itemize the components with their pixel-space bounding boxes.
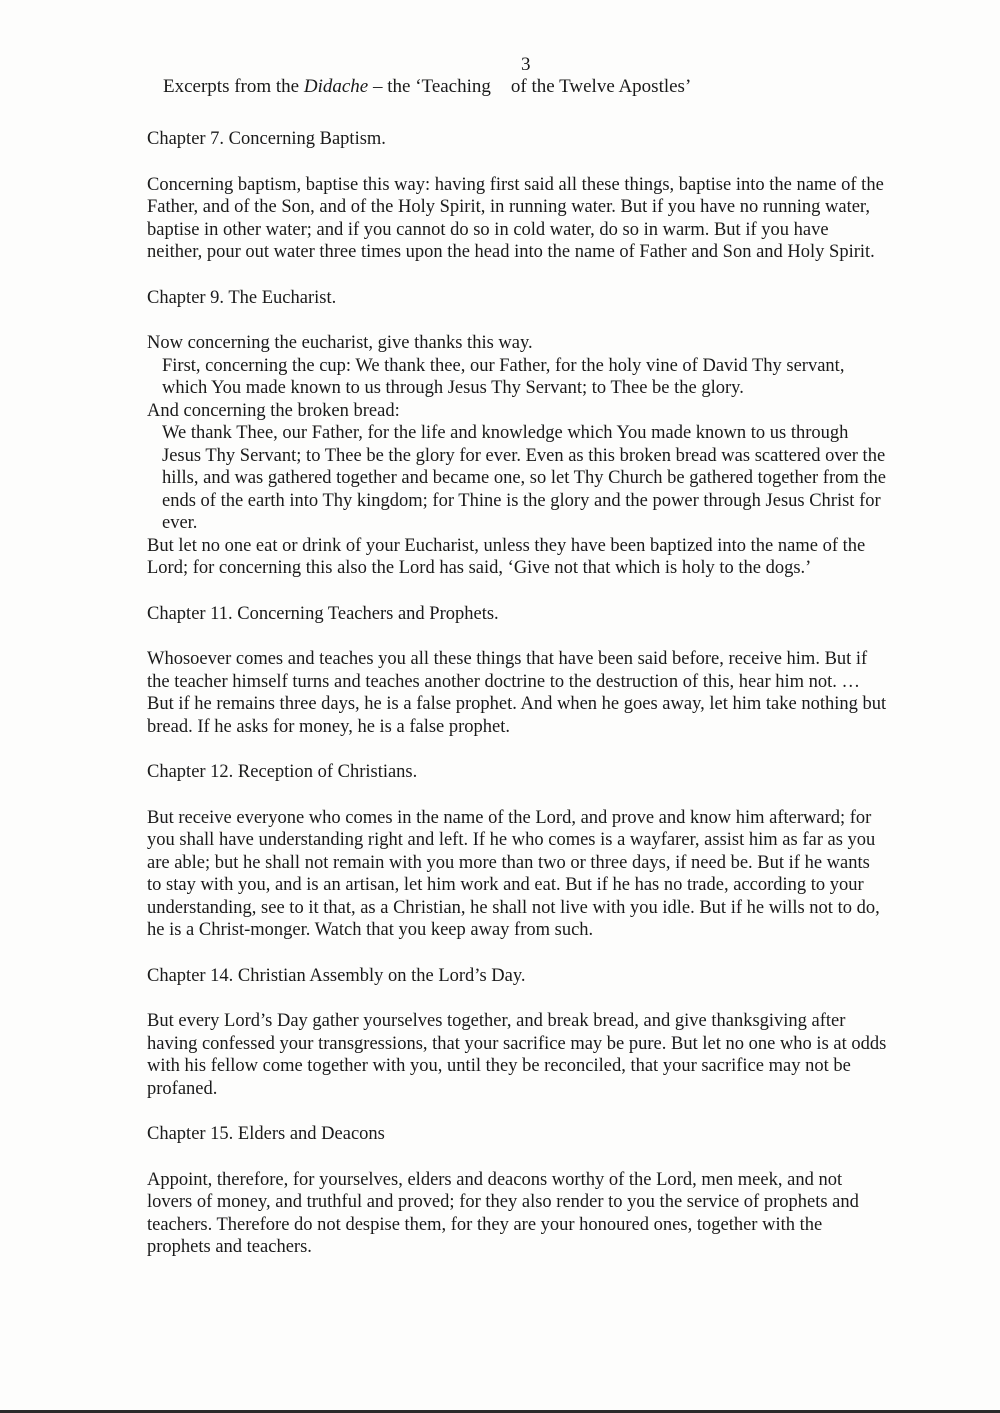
chapter-heading: Chapter 14. Christian Assembly on the Lord’s Day. bbox=[147, 965, 526, 986]
chapter-9 bbox=[147, 287, 887, 580]
chapter-heading: Chapter 11. Concerning Teachers and Prophets. bbox=[147, 603, 499, 624]
bread-prayer: We thank Thee, our Father, for the life and knowledge which You made known to us through Jesus Thy Servant; to Thee be the glory for ever. Even as this broken bread was scattered over the hills, and was gathered together and became one, so let Thy Church be gathered together from the ends of the earth into Thy kingdom; for Thine is the glory and the power through Jesus Christ for ever. bbox=[162, 423, 886, 533]
eucharist-restriction: But let no one eat or drink of your Eucharist, unless they have been baptized into the name of the Lord; for concerning this also the Lord has said, ‘Give not that which is holy to the dogs.’ bbox=[147, 535, 866, 578]
cup-prayer: First, concerning the cup: We thank thee, our Father, for the holy vine of David Thy servant, which You made known to us through Jesus Thy Servant; to Thee be the glory. bbox=[162, 355, 845, 398]
title-middle: – the ‘Teaching bbox=[368, 76, 491, 97]
chapter-heading: Chapter 12. Reception of Christians. bbox=[147, 762, 418, 782]
title-italic: Didache bbox=[303, 76, 369, 97]
chapter-14 bbox=[147, 965, 887, 1101]
page-number: 3 bbox=[521, 54, 531, 75]
document-title bbox=[163, 76, 691, 98]
chapter-15 bbox=[147, 1123, 887, 1259]
chapter-paragraph: But receive everyone who comes in the name of the Lord, and prove and know him afterward; for you shall have understanding right and left. If he who comes is a wayfarer, assist him as far as you are able; but he shall not remain with you more than two or three days, if need be. But if he wants to stay with you, and is an artisan, let him work and eat. But if he has no trade, according to your understanding, see to it that, as a Christian, he shall not live with you idle. But if he wills not to do, he is a Christ-monger. Watch that you keep away from such. bbox=[147, 807, 880, 940]
title-suffix: of the Twelve Apostles’ bbox=[510, 76, 692, 97]
title-prefix: Excerpts from the bbox=[163, 76, 304, 97]
document-body bbox=[147, 128, 887, 1282]
chapter-paragraph: Appoint, therefore, for yourselves, elders and deacons worthy of the Lord, men meek, and not lovers of money, and truthful and proved; for they also render to you the service of prophets and teachers. Therefore do not despise them, for they are your honoured ones, together with the prophets and teachers. bbox=[147, 1169, 859, 1257]
chapter-paragraph: Whosoever comes and teaches you all these things that have been said before, receive him. But if the teacher himself turns and teaches another doctrine to the destruction of this, hear him not. … But if he remains three days, he is a false prophet. And when he goes away, let him take nothing but bread. If he asks for money, he is a false prophet. bbox=[147, 649, 887, 737]
chapter-heading: Chapter 15. Elders and Deacons bbox=[147, 1124, 385, 1144]
chapter-heading: Chapter 7. Concerning Baptism. bbox=[147, 129, 386, 149]
chapter-paragraph: Concerning baptism, baptise this way: having first said all these things, baptise into the name of the Father, and of the Son, and of the Holy Spirit, in running water. But if you have no running water, baptise in other water; and if you cannot do so in cold water, do so in warm. But if you have neither, pour out water three times upon the head into the name of Father and Son and Holy Spirit. bbox=[147, 174, 884, 262]
chapter-11 bbox=[147, 603, 887, 739]
chapter-paragraph: But every Lord’s Day gather yourselves together, and break bread, and give thanksgiving after having confessed your transgressions, that your sacrifice may be pure. But let no one who is at odds with his fellow come together with you, until they be reconciled, that your sacrifice may not be profaned. bbox=[147, 1011, 887, 1099]
bread-intro: And concerning the broken bread: bbox=[147, 400, 400, 421]
chapter-7 bbox=[147, 128, 887, 264]
chapter-12 bbox=[147, 761, 887, 942]
chapter-heading: Chapter 9. The Eucharist. bbox=[147, 287, 337, 308]
eucharist-intro: Now concerning the eucharist, give thanks this way. bbox=[147, 333, 533, 353]
